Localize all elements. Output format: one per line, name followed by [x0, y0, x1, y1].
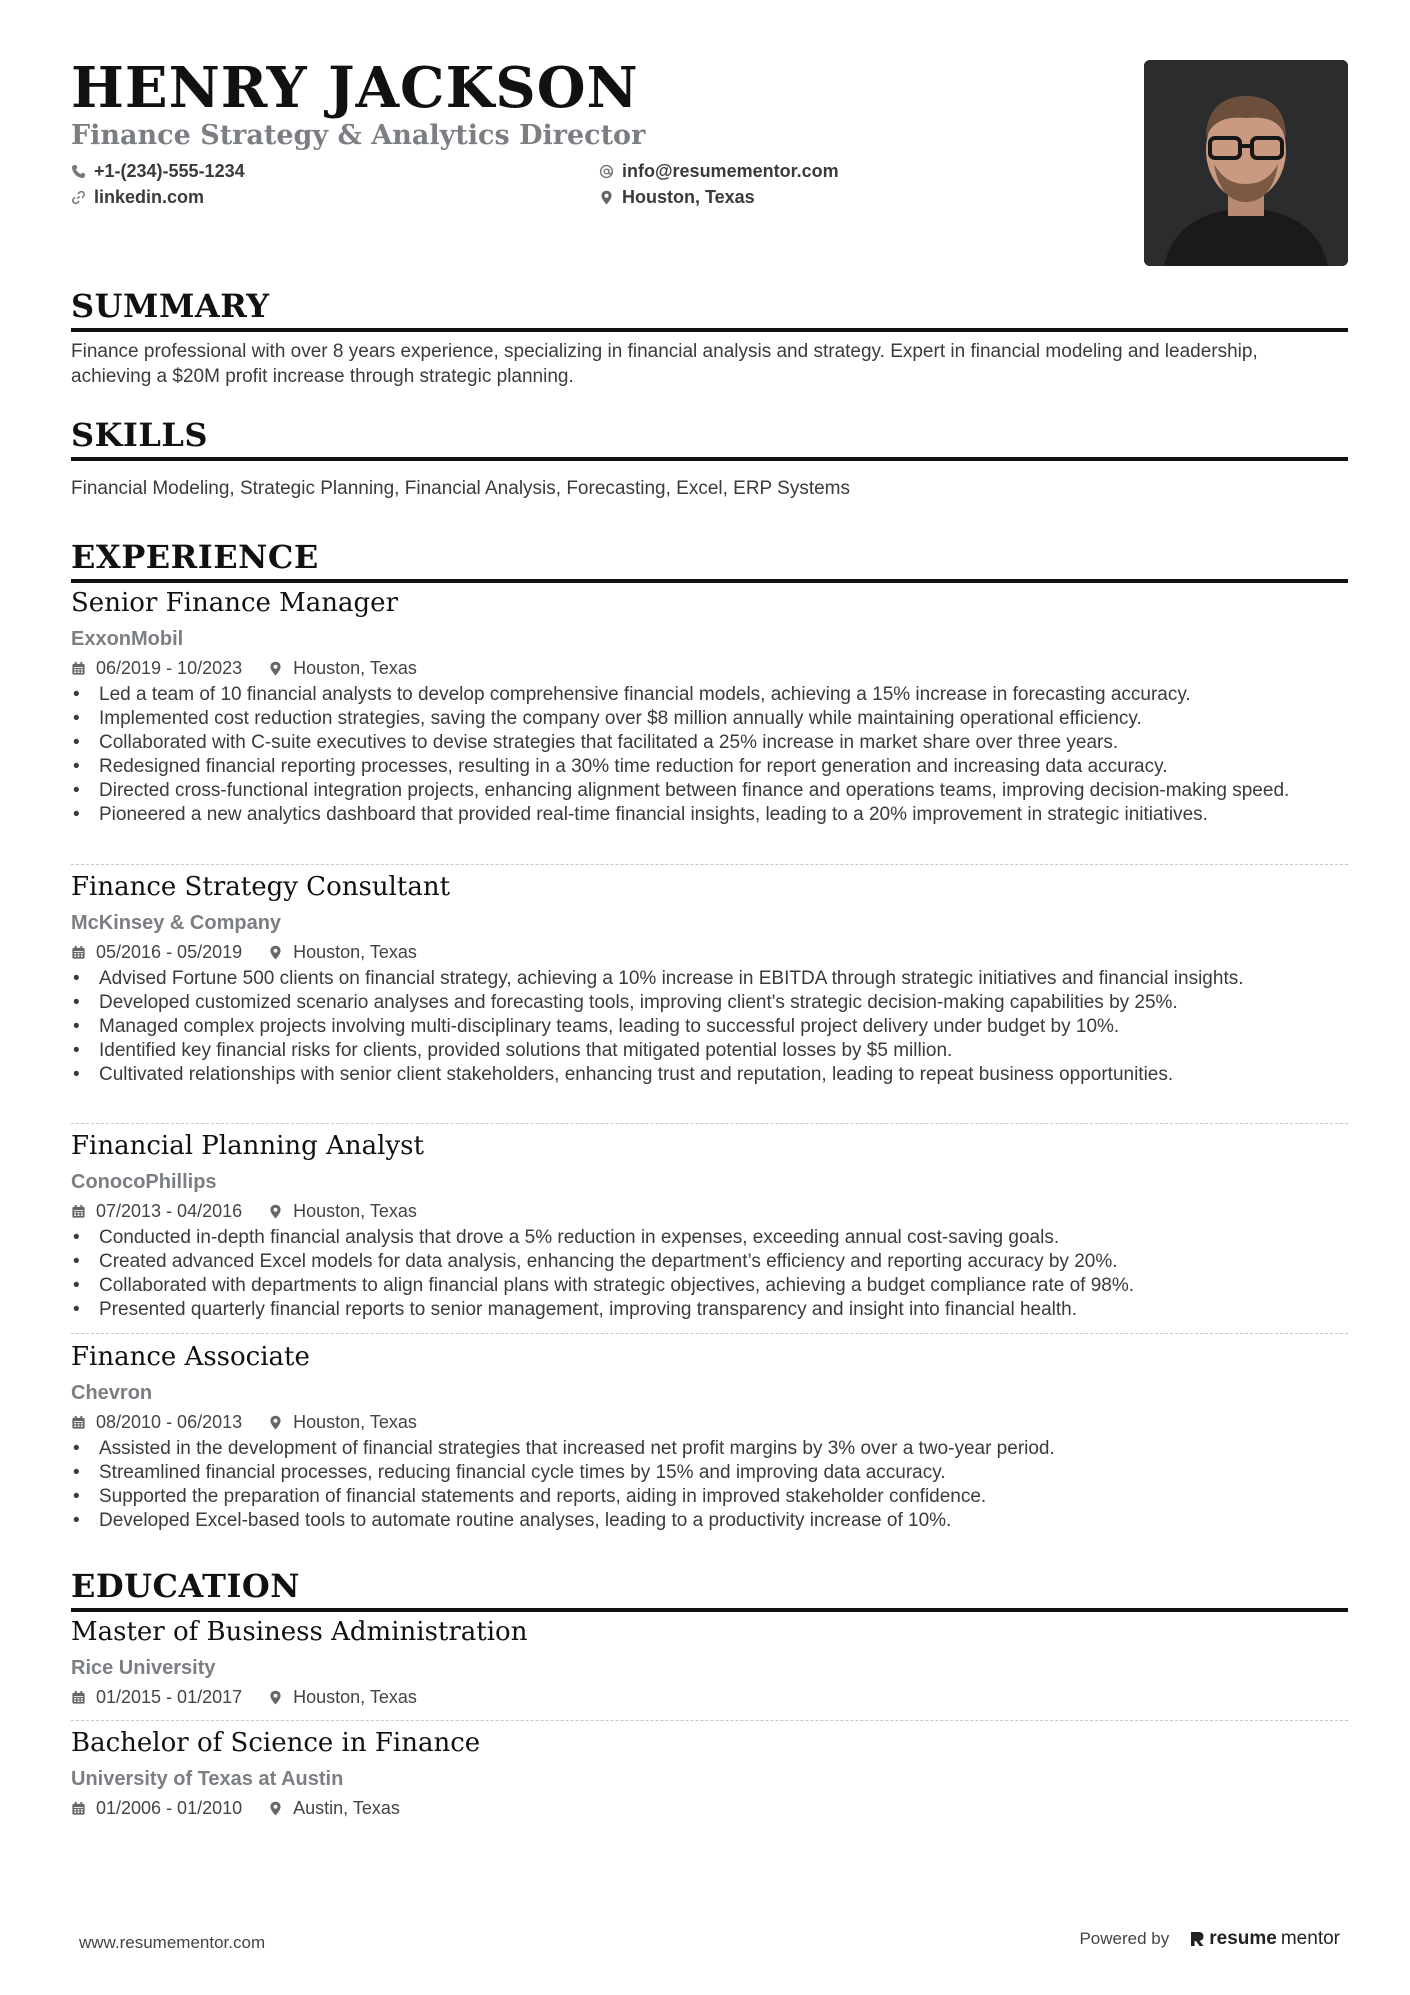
- job-bullet: • Created advanced Excel models for data analysis, enhancing the department’s efficiency and reporting accuracy by 20%.: [71, 1250, 1319, 1274]
- job-location: [268, 1202, 417, 1220]
- job-bullet: • Assisted in the development of financial strategies that increased net profit margins by 3% over a two-year period.: [71, 1437, 1319, 1461]
- education-entry: [71, 1619, 1348, 1706]
- entry-separator: [71, 1720, 1348, 1721]
- education-section: [71, 1567, 1348, 1612]
- job-bullets: [71, 1437, 1348, 1533]
- education-meta: [71, 1799, 1348, 1817]
- job-bullet: • Conducted in-depth financial analysis that drove a 5% reduction in expenses, exceeding annual cost-saving goals.: [71, 1226, 1319, 1250]
- job-title: Financial Planning Analyst: [71, 1131, 424, 1161]
- summary-section: [71, 287, 1348, 389]
- school-name: University of Texas at Austin: [71, 1768, 344, 1790]
- entry-separator: [71, 1333, 1348, 1334]
- contact-location: [599, 187, 755, 208]
- job-bullet: • Identified key financial risks for clients, provided solutions that mitigated potential losses by $5 million.: [71, 1039, 1319, 1063]
- education-entry: [71, 1730, 1348, 1817]
- education-heading: EDUCATION: [71, 1567, 300, 1605]
- job-dates: 05/2016 - 05/2019: [96, 942, 243, 962]
- brand-name-bold: resume: [1209, 1928, 1277, 1949]
- contact-phone: [71, 161, 245, 182]
- skills-heading: SKILLS: [71, 416, 208, 454]
- job-location: [268, 1413, 417, 1431]
- job-meta: [71, 943, 1348, 961]
- map-pin-icon: [268, 661, 283, 676]
- phone-text: +1-(234)-555-1234: [94, 161, 245, 181]
- job-bullets: [71, 967, 1348, 1087]
- entry-separator: [71, 1123, 1348, 1124]
- skills-text: Financial Modeling, Strategic Planning, Financial Analysis, Forecasting, Excel, ERP Systems: [71, 478, 851, 499]
- job-bullet: • Presented quarterly financial reports to senior management, improving transparency and insight into financial health.: [71, 1298, 1319, 1322]
- job-title: Senior Finance Manager: [71, 588, 398, 618]
- job-dates: 06/2019 - 10/2023: [96, 658, 243, 678]
- experience-entry: [71, 1344, 1348, 1533]
- calendar-icon: [71, 1204, 86, 1219]
- education-location-text: Austin, Texas: [293, 1798, 400, 1818]
- footer-powered-by: [1079, 1928, 1340, 1950]
- job-location-text: Houston, Texas: [293, 942, 417, 962]
- job-dates: 08/2010 - 06/2013: [96, 1412, 243, 1432]
- experience-heading: EXPERIENCE: [71, 538, 319, 576]
- skills-section: [71, 416, 1348, 501]
- calendar-icon: [71, 1415, 86, 1430]
- job-bullet: • Cultivated relationships with senior client stakeholders, enhancing trust and reputation, leading to repeat business opportunities.: [71, 1063, 1319, 1087]
- job-location: [268, 659, 417, 677]
- powered-by-label: Powered by: [1079, 1929, 1170, 1948]
- candidate-name: HENRY JACKSON: [71, 55, 639, 121]
- footer-website[interactable]: www.resumementor.com: [79, 1933, 266, 1952]
- job-bullet: • Redesigned financial reporting processes, resulting in a 30% time reduction for report generation and increasing data accuracy.: [71, 755, 1319, 779]
- job-bullet: • Managed complex projects involving multi-disciplinary teams, leading to successful project delivery under budget by 10%.: [71, 1015, 1319, 1039]
- education-location-text: Houston, Texas: [293, 1687, 417, 1707]
- profile-portrait-image: [1144, 60, 1348, 266]
- summary-heading: SUMMARY: [71, 287, 270, 325]
- job-location: [268, 943, 417, 961]
- job-bullet: • Supported the preparation of financial statements and reports, aiding in improved stakeholder confidence.: [71, 1485, 1319, 1509]
- job-dates: 07/2013 - 04/2016: [96, 1201, 243, 1221]
- education-dates: 01/2006 - 01/2010: [96, 1798, 243, 1818]
- degree-title: Bachelor of Science in Finance: [71, 1728, 481, 1758]
- map-pin-icon: [268, 1690, 283, 1705]
- degree-title: Master of Business Administration: [71, 1617, 528, 1647]
- map-pin-icon: [268, 1415, 283, 1430]
- calendar-icon: [71, 1690, 86, 1705]
- summary-text: Finance professional with over 8 years experience, specializing in financial analysis and strategy. Expert in financial modeling and leadership, achieving a $20M profit increase through strategic planning.: [71, 341, 1258, 387]
- job-company: ConocoPhillips: [71, 1171, 217, 1193]
- email-text[interactable]: info@resumementor.com: [622, 161, 839, 181]
- experience-entry: [71, 1133, 1348, 1322]
- linkedin-text[interactable]: linkedin.com: [94, 187, 205, 207]
- job-company: ExxonMobil: [71, 628, 184, 650]
- job-bullet: • Implemented cost reduction strategies, saving the company over $8 million annually while maintaining operational efficiency.: [71, 707, 1319, 731]
- job-bullet: • Collaborated with C-suite executives to devise strategies that facilitated a 25% increase in market share over three years.: [71, 731, 1319, 755]
- job-company: McKinsey & Company: [71, 912, 282, 934]
- map-pin-icon: [268, 1204, 283, 1219]
- education-dates: 01/2015 - 01/2017: [96, 1687, 243, 1707]
- job-location-text: Houston, Texas: [293, 1201, 417, 1221]
- job-title: Finance Associate: [71, 1342, 310, 1372]
- candidate-headline: Finance Strategy & Analytics Director: [71, 120, 646, 151]
- phone-icon: [71, 164, 86, 179]
- job-bullets: [71, 1226, 1348, 1322]
- calendar-icon: [71, 1801, 86, 1816]
- experience-entry: [71, 590, 1348, 827]
- job-bullet: • Directed cross-functional integration projects, enhancing alignment between finance and operations teams, improving decision-making speed.: [71, 779, 1319, 803]
- job-location-text: Houston, Texas: [293, 658, 417, 678]
- job-bullets: [71, 683, 1348, 827]
- education-location: [268, 1688, 417, 1706]
- brand-mark-icon: [1189, 1930, 1205, 1948]
- map-pin-icon: [599, 190, 614, 205]
- job-bullet: • Led a team of 10 financial analysts to develop comprehensive financial models, achieving a 15% increase in forecasting accuracy.: [71, 683, 1319, 707]
- job-company: Chevron: [71, 1382, 153, 1404]
- job-bullet: • Pioneered a new analytics dashboard that provided real-time financial insights, leading to a 20% improvement in strategic initiatives.: [71, 803, 1319, 827]
- calendar-icon: [71, 945, 86, 960]
- calendar-icon: [71, 661, 86, 676]
- experience-divider: [71, 579, 1348, 583]
- job-bullet: • Developed customized scenario analyses and forecasting tools, improving client's strategic decision-making capabilities by 25%.: [71, 991, 1319, 1015]
- job-bullet: • Developed Excel-based tools to automate routine analyses, leading to a productivity increase of 10%.: [71, 1509, 1319, 1533]
- summary-divider: [71, 328, 1348, 332]
- brand-name-light: mentor: [1280, 1928, 1340, 1949]
- link-icon: [71, 190, 86, 205]
- map-pin-icon: [268, 945, 283, 960]
- education-divider: [71, 1608, 1348, 1612]
- education-location: [268, 1799, 400, 1817]
- job-bullet: • Advised Fortune 500 clients on financial strategy, achieving a 10% increase in EBITDA through strategic initiatives and financial insights.: [71, 967, 1319, 991]
- job-bullet: • Streamlined financial processes, reducing financial cycle times by 15% and improving data accuracy.: [71, 1461, 1319, 1485]
- job-meta: [71, 1202, 1348, 1220]
- experience-section: [71, 538, 1348, 583]
- at-icon: [599, 164, 614, 179]
- map-pin-icon: [268, 1801, 283, 1816]
- job-meta: [71, 659, 1348, 677]
- job-title: Finance Strategy Consultant: [71, 872, 451, 902]
- contact-email[interactable]: [599, 161, 839, 182]
- job-meta: [71, 1413, 1348, 1431]
- job-location-text: Houston, Texas: [293, 1412, 417, 1432]
- job-bullet: • Collaborated with departments to align financial plans with strategic objectives, achieving a budget compliance rate of 98%.: [71, 1274, 1319, 1298]
- entry-separator: [71, 864, 1348, 865]
- profile-photo: [1144, 60, 1348, 266]
- skills-divider: [71, 457, 1348, 461]
- location-text: Houston, Texas: [622, 187, 755, 207]
- school-name: Rice University: [71, 1657, 216, 1679]
- contact-linkedin[interactable]: [71, 187, 204, 208]
- brand-logo[interactable]: [1189, 1928, 1340, 1950]
- experience-entry: [71, 874, 1348, 1087]
- education-meta: [71, 1688, 1348, 1706]
